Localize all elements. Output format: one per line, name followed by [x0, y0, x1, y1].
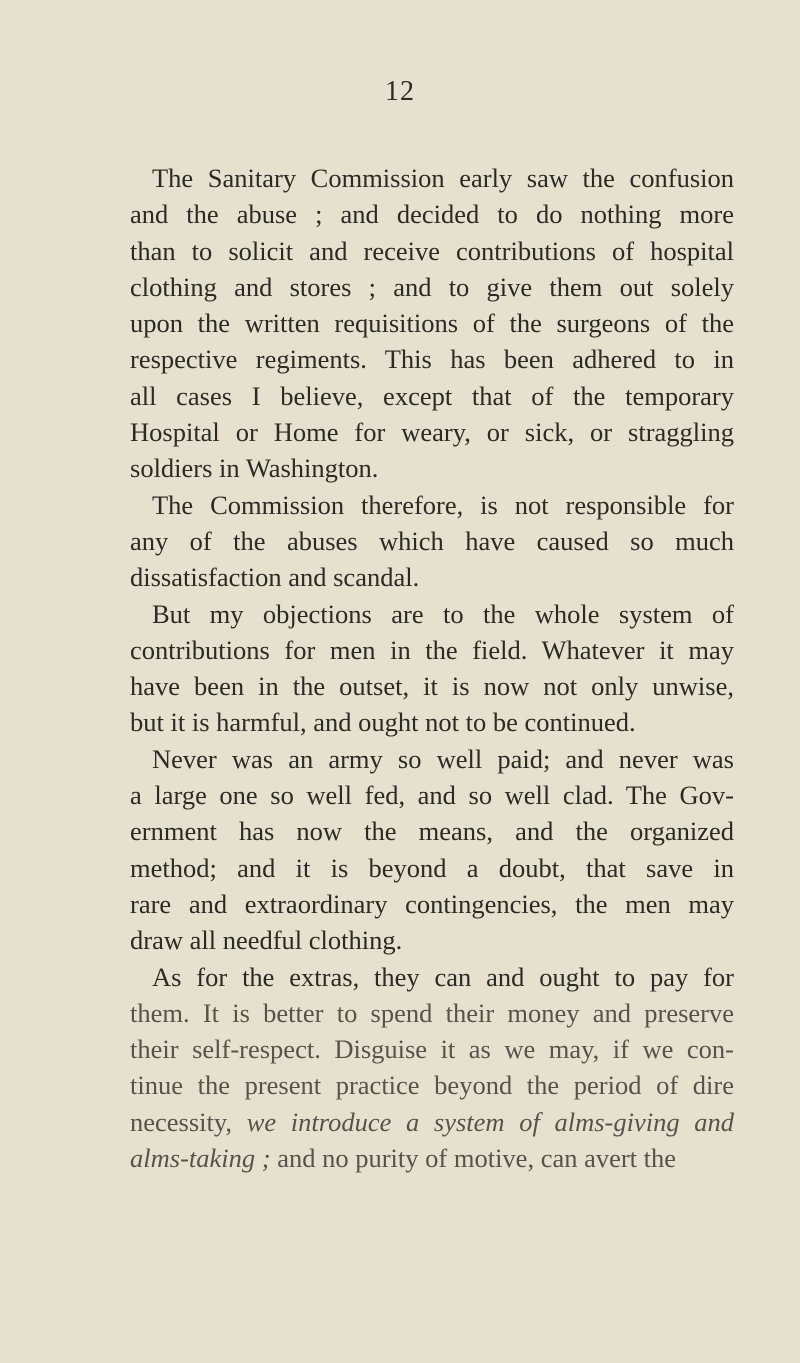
text-line: necessity, we introduce a system of alms-giving and [130, 1106, 735, 1137]
text-line: rare and extraordinary contingencies, the men may [130, 888, 734, 919]
text-line: upon the written requisitions of the surgeons of the [130, 308, 734, 339]
text-line: As for the extras, they can and ought to pay for [152, 961, 734, 992]
text-line: them. It is better to spend their money and preserve [130, 997, 734, 1028]
text-line: clothing and stores ; and to give them out solely [130, 271, 734, 302]
text-line: alms-taking ; and no purity of motive, can avert the [130, 1143, 677, 1174]
text-line: all cases I believe, except that of the temporary [130, 380, 734, 411]
text-line: Hospital or Home for weary, or sick, or straggling [130, 417, 734, 448]
text-line: dissatisfaction and scandal. [130, 562, 420, 593]
text-line: and the abuse ; and decided to do nothing more [130, 199, 734, 230]
text-line: The Commission therefore, is not responsible for [152, 489, 734, 520]
text-line: ernment has now the means, and the organized [130, 816, 734, 847]
text-line: The Sanitary Commission early saw the confusion [152, 163, 734, 193]
text-line: their self-respect. Disguise it as we may, if we con- [130, 1034, 734, 1065]
body-text [130, 160, 734, 1176]
text-line: But my objections are to the whole system of [152, 598, 734, 629]
text-line: soldiers in Washington. [130, 453, 379, 484]
text-line: draw all needful clothing. [130, 925, 403, 956]
text-line: respective regiments. This has been adhered to in [130, 344, 734, 375]
text-line: contributions for men in the field. Whatever it may [130, 634, 734, 665]
text-line: tinue the present practice beyond the period of dire [130, 1070, 734, 1101]
text-line: method; and it is beyond a doubt, that save in [130, 852, 734, 883]
text-line: Never was an army so well paid; and never was [152, 743, 734, 774]
text-line: any of the abuses which have caused so much [130, 525, 734, 556]
page-number: 12 [385, 76, 415, 107]
text-line: a large one so well fed, and so well clad. The Gov- [130, 780, 734, 811]
text-line: but it is harmful, and ought not to be continued. [130, 707, 636, 738]
text-line: than to solicit and receive contributions of hospital [130, 235, 734, 266]
text-line: have been in the outset, it is now not only unwise, [130, 671, 734, 702]
